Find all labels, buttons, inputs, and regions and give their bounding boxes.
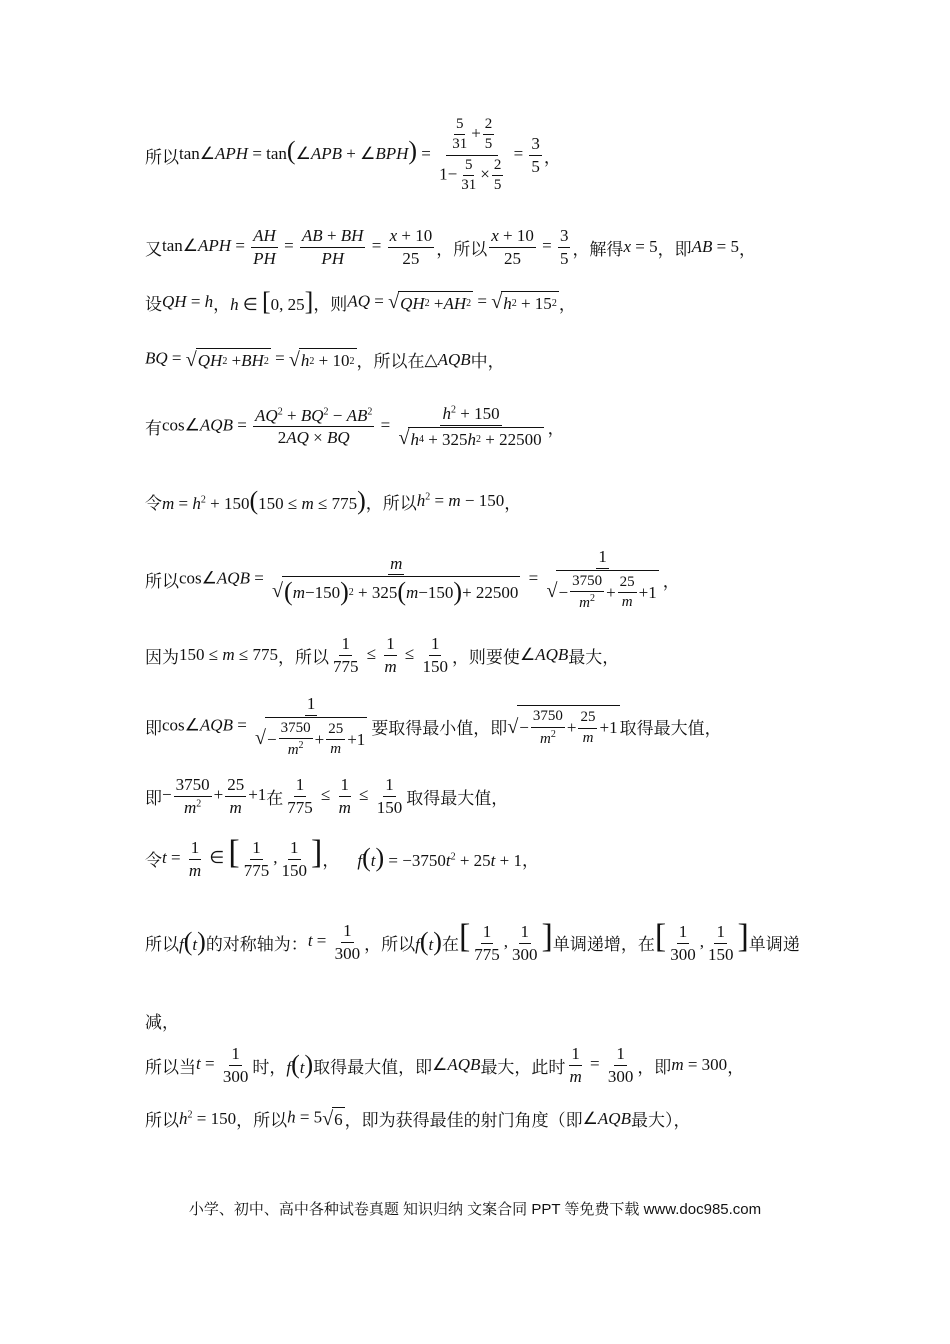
formula: tan∠APH = $\frac{AH}{PH}$ = $\frac{AB + BH}{PH}$ = $\frac{x + 10}{25}$: [162, 226, 433, 268]
text: ，: [213, 294, 231, 315]
text: 的对称轴为：: [205, 934, 308, 955]
equation-line-13: [145, 1008, 179, 1033]
formula: t = $\frac{1}{300}$: [196, 1044, 249, 1086]
formula: AQ = √ QH 2 + AH 2 = √ h 2 + 15 2: [347, 290, 557, 313]
text: ，所以在: [356, 352, 425, 372]
text: ，所以: [436, 239, 488, 260]
equation-line-4: [145, 347, 505, 372]
text: 有: [145, 419, 162, 440]
text: 所以: [145, 572, 179, 593]
formula: $\frac{1}{m}$ = $\frac{1}{300}$: [569, 1044, 634, 1086]
text: 单调递: [748, 934, 800, 955]
equation-line-3: [145, 289, 576, 315]
formula: √ − 3750 $m^2$ + 25 m +1: [507, 705, 619, 748]
text: ，所以: [236, 1111, 288, 1131]
formula: t = $\frac{1}{300}$: [307, 921, 361, 963]
text: 取得最大值，: [619, 719, 722, 740]
formula: $\frac{1}{775}$ ≤ $\frac{1}{m}$ ≤ $\frac{1}{150}$: [332, 634, 448, 676]
text: ，则: [313, 294, 348, 315]
text: 所以当: [145, 1057, 196, 1078]
text: 即: [145, 719, 162, 740]
text: ，: [543, 147, 561, 168]
formula: $\frac{1}{775}$ ≤ $\frac{1}{m}$ ≤ $\frac{1}{150}$: [287, 775, 403, 817]
formula: tan∠APH = tan(∠APB + ∠BPH) = $\frac{5}{31}$ + $\frac{2}{5}$ 1− $\frac{5}{31}$ × $\frac{2}{5}$ = $\frac{3}{5}$: [179, 116, 540, 193]
text: 取得最大值，即: [313, 1057, 433, 1078]
text: ，则要使: [451, 647, 520, 668]
text: ，即为获得最佳的射门角度（即: [344, 1111, 583, 1131]
text: ，所以: [277, 647, 329, 668]
equation-line-7: [145, 547, 680, 612]
text: 最大），: [630, 1111, 691, 1131]
formula: △AQB: [424, 349, 471, 369]
formula: x = 5: [623, 237, 658, 257]
text: ，即: [637, 1057, 672, 1078]
equation-line-12: [145, 920, 800, 964]
equation-line-8: [145, 634, 619, 676]
text: ，: [738, 239, 756, 260]
equation-line-6: [145, 488, 521, 514]
formula: cos∠AQB = 1 √ − 3750 $m^2$ + 25 m +1: [162, 694, 366, 758]
formula: ∠AQB: [519, 645, 569, 665]
text: 在: [266, 788, 284, 809]
formula: [ $\frac{1}{775}$ , $\frac{1}{300}$ ]: [458, 918, 553, 964]
text: 又: [145, 239, 162, 260]
equation-line-5: [145, 404, 565, 449]
text: 因为: [145, 647, 179, 668]
formula: AB = 5: [691, 237, 739, 257]
text: 所以: [145, 934, 179, 955]
text: 所以: [145, 147, 179, 168]
text: ，解得: [572, 239, 624, 260]
text: 取得最大值，: [406, 788, 509, 809]
text: ，: [521, 850, 539, 871]
text: ，: [547, 419, 565, 440]
formula: cos∠AQB = m √ ( m −150 ) 2 + 325 ( m −150 ) + 22500 = 1 √ − 3750 $m^2$ + 25 m +1: [179, 547, 657, 611]
text: 在: [441, 934, 459, 955]
formula: BQ = √ QH 2 + BH 2 = √ h 2 + 10 2: [145, 348, 355, 371]
formula: [ $\frac{1}{300}$ , $\frac{1}{150}$ ]: [654, 918, 749, 964]
formula: $\frac{x + 10}{25}$ = $\frac{3}{5}$: [491, 226, 569, 268]
text: ，: [662, 572, 680, 593]
formula: − $\frac{3750}{m^2}$ + $\frac{25}{m}$ +1: [162, 775, 267, 817]
formula: 150 ≤ m ≤ 775: [179, 645, 278, 665]
text: ，即: [657, 239, 692, 260]
formula: $h^2 = 150$: [179, 1108, 237, 1128]
page-footer: 小学、初中、高中各种试卷真题 知识归纳 文案合同 PPT 等免费下载 www.doc985.com: [188, 1201, 762, 1218]
formula: f(t): [415, 927, 442, 957]
equation-line-15: [145, 1106, 690, 1131]
text: ，: [558, 294, 576, 315]
text: ，所以: [365, 493, 417, 514]
text: ，: [322, 850, 340, 871]
formula: $h^2 = m - 150$: [416, 491, 505, 510]
text: 要取得最小值，即: [371, 719, 508, 740]
text: 时，: [252, 1057, 287, 1078]
formula: f(t): [179, 927, 206, 957]
formula: t = $\frac{1}{m}$ ∈ [ $\frac{1}{775}$ , $\frac{1}{150}$ ]: [162, 834, 323, 880]
text: 单调递增，在: [552, 934, 655, 955]
text: 即: [145, 788, 162, 809]
formula: m = 300: [671, 1055, 728, 1075]
text: ，: [727, 1057, 745, 1078]
text: 中，: [470, 352, 505, 372]
formula: h ∈ [0, 25]: [230, 287, 314, 316]
text: 设: [145, 294, 162, 315]
text: 令: [145, 850, 162, 871]
formula: $f(t) = -3750t^2 + 25t + 1$: [357, 843, 522, 873]
equation-line-10: [145, 775, 508, 817]
formula: ∠AQB: [432, 1055, 481, 1075]
equation-line-14: [145, 1044, 744, 1086]
text: 减，: [145, 1013, 179, 1033]
equation-line-2: [145, 226, 756, 268]
formula: f(t): [286, 1050, 314, 1080]
equation-line-11: [145, 836, 539, 880]
formula: ∠AQB: [582, 1108, 631, 1128]
equation-line-9: [145, 694, 722, 759]
formula: QH = h: [162, 292, 214, 311]
formula: $m = h^2 + 150(150 \le m \le 775)$: [162, 486, 366, 515]
text: 令: [145, 493, 162, 514]
text: 所以: [145, 1111, 179, 1131]
text: 最大，: [568, 647, 620, 668]
equation-line-1: [145, 116, 561, 194]
text: ，: [504, 493, 522, 514]
text: ，所以: [364, 934, 416, 955]
text: 最大，此时: [480, 1057, 566, 1078]
formula: h = 5 √ 6: [287, 1107, 343, 1130]
formula: cos∠AQB = $\frac{AQ^2 + BQ^2 - AB^2}{2AQ \times BQ}$ = $h^2 + 150$ √ h 4 + 325 h 2 + 22500: [162, 404, 542, 449]
